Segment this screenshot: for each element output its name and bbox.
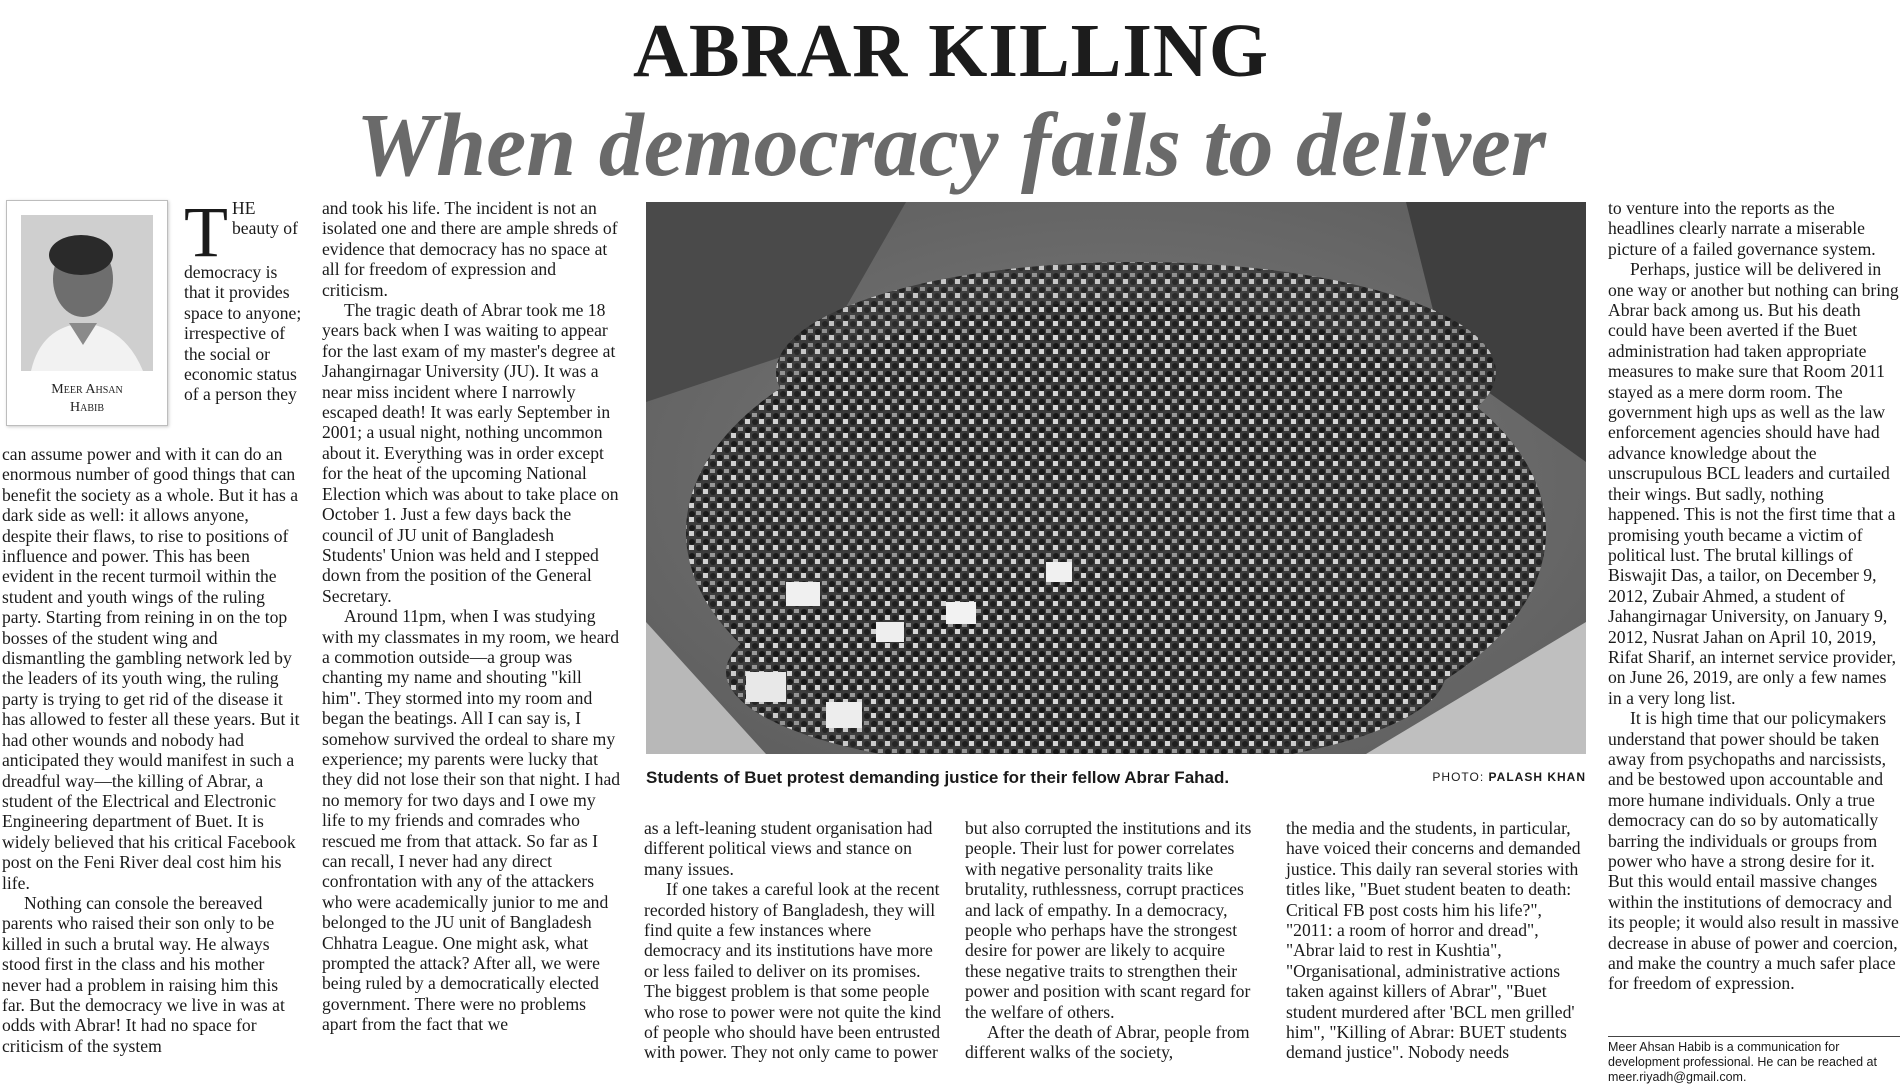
paragraph: and took his life. The incident is not an isolated one and there are ample shreds of evidence that democracy has no space at all for freedom of expression and criticism.	[322, 198, 618, 300]
paragraph: Around 11pm, when I was studying with my classmates in my room, we heard a commotion outside—a group was chanting my name and shouting "kill him". They stormed into my room and began the beatings. All I can say is, I somehow survived the ordeal to share my experience; my parents were lucky that they did not lose their son that night. I had no memory for two days and I owe my life to my friends and comrades who rescued me from that attack. So far as I can recall, I never had any direct confrontation with any of the attackers who were academically junior to me and belonged to the JU unit of Bangladesh Chhatra League. One might ask, what prompted the attack? After all, we were being ruled by a democratically elected government. There were no problems apart from the fact that we	[322, 606, 621, 1035]
article-column-6	[1608, 198, 1900, 994]
paragraph: as a left-leaning student organisation had different political views and stance on many issues.	[644, 818, 933, 879]
article-column-5	[1286, 818, 1586, 1063]
author-byline	[7, 381, 167, 417]
headline: When democracy fails to deliver	[356, 96, 1546, 195]
paragraph: After the death of Abrar, people from different walks of the society,	[965, 1022, 1250, 1063]
paragraph: to venture into the reports as the headlines clearly narrate a miserable picture of a failed governance system.	[1608, 198, 1876, 259]
author-name-line2: Habib	[69, 400, 104, 415]
photo-credit	[1430, 770, 1586, 784]
photo-credit-label: PHOTO:	[1432, 770, 1485, 784]
paragraph: If one takes a careful look at the recent recorded history of Bangladesh, they will find quite a few instances where democracy and its institutions have more or less failed to deliver on its promises. The biggest problem is that some people who rose to power were not quite the kind of people who should have been entrusted with power. They not only came to power	[644, 879, 942, 1063]
article-column-1	[2, 444, 302, 1056]
author-box	[6, 200, 168, 426]
article-column-2	[322, 198, 622, 1035]
intro-block	[184, 192, 304, 405]
intro-text: HE beauty of democracy is that it provides space to anyone; irrespective of the social or economic status of a person they	[184, 198, 302, 405]
article-column-4	[965, 818, 1265, 1063]
author-photo	[21, 215, 153, 371]
kicker-heading: ABRAR KILLING	[633, 9, 1269, 93]
photo-credit-name: PALASH KHAN	[1488, 770, 1586, 784]
paragraph: The tragic death of Abrar took me 18 years back when I was waiting to appear for the last exam of my master's degree at Jahangirnagar University (JU). It was a near miss incident where I narrowly escaped death! It was early September in 2001; a usual night, nothing uncommon about it. Everything was in order except for the heat of the upcoming National Election which was about to take place on October 1. Just a few days back the council of JU unit of Bangladesh Students' Union was held and I stepped down from the position of the General Secretary.	[322, 300, 619, 606]
paragraph: but also corrupted the institutions and its people. Their lust for power correlates with negative personality traits like brutality, ruthlessness, corrupt practices and lack of empathy. In a democracy, people who perhaps have the strongest desire for power are likely to acquire these negative traits to strengthen their power and position with scant regard for the welfare of others.	[965, 818, 1252, 1022]
paragraph: Perhaps, justice will be delivered in one way or another but nothing can bring Abrar back among us. But his death could have been averted if the Buet administration had taken appropriate measures to make sure that Room 2011 stayed as a mere dorm room. The government high ups as well as the law enforcement agencies should have had advance knowledge about the unscrupulous BCL leaders and curtailed their wings. But sadly, nothing happened. This is not the first time that a promising youth became a victim of political lust. The brutal killings of Biswajit Das, a tailor, on December 9, 2012, Zubair Ahmed, a student of Jahangirnagar University, on January 9, 2012, Nusrat Jahan on April 10, 2019, Rifat Sharif, an internet service provider, on June 26, 2019, are only a few names in a very long list.	[1608, 259, 1899, 708]
author-name-line1: Meer Ahsan	[51, 382, 123, 397]
photo-caption: Students of Buet protest demanding justice for their fellow Abrar Fahad.	[646, 768, 1230, 787]
article-column-3	[644, 818, 944, 1063]
paragraph: Nothing can console the bereaved parents who raised their son only to be killed in such a brutal way. He always stood first in the class and his mother never had a problem in raising him this far. But the democracy we live in was at odds with Abrar! It had no space for criticism of the system	[2, 892, 285, 1056]
protest-photo	[646, 202, 1586, 754]
paragraph: the media and the students, in particular, have voiced their concerns and demanded justice. This daily ran several stories with titles like, "Buet student beaten to death: Critical FB post costs him his life?", "2011: a room of horror and dread", "Abrar laid to rest in Kushtia", "Organisational, administrative actions taken against killers of Abrar", "Buet student murdered after 'BCL men grilled' him", "Killing of Abrar: BUET students demand justice". Nobody needs	[1286, 818, 1581, 1063]
paragraph: can assume power and with it can do an enormous number of good things that can benefit the society as a whole. But it has a dark side as well: it allows anyone, despite their flaws, to rise to positions of influence and power. This has been evident in the recent turmoil within the student and youth wings of the ruling party. Starting from reining in on the top bosses of the student wing and dismantling the gambling network led by the leaders of its youth wing, the ruling party is trying to get rid of the disease it has allowed to fester all these years. But it had other wounds and nobody had anticipated they would manifest in such a dreadful way—the killing of Abrar, a student of the Electrical and Electronic Engineering department of Buet. It is widely believed that his critical Facebook post on the Feni River deal cost him his life.	[2, 444, 300, 893]
drop-cap: T	[184, 192, 228, 272]
paragraph: It is high time that our policymakers understand that power should be taken away from psychopaths and narcissists, and be bestowed upon accountable and more humane individuals. Only a true democracy can do so by automatically barring the individuals or groups from power who have a strong desire for it. But this would entail massive changes within the institutions of democracy and its people; it would also result in massive decrease in abuse of power and coercion, and make the country a much safer place for freedom of expression.	[1608, 708, 1899, 994]
author-note: Meer Ahsan Habib is a communication for development professional. He can be reached at meer.riyadh@gmail.com.	[1608, 1036, 1900, 1085]
